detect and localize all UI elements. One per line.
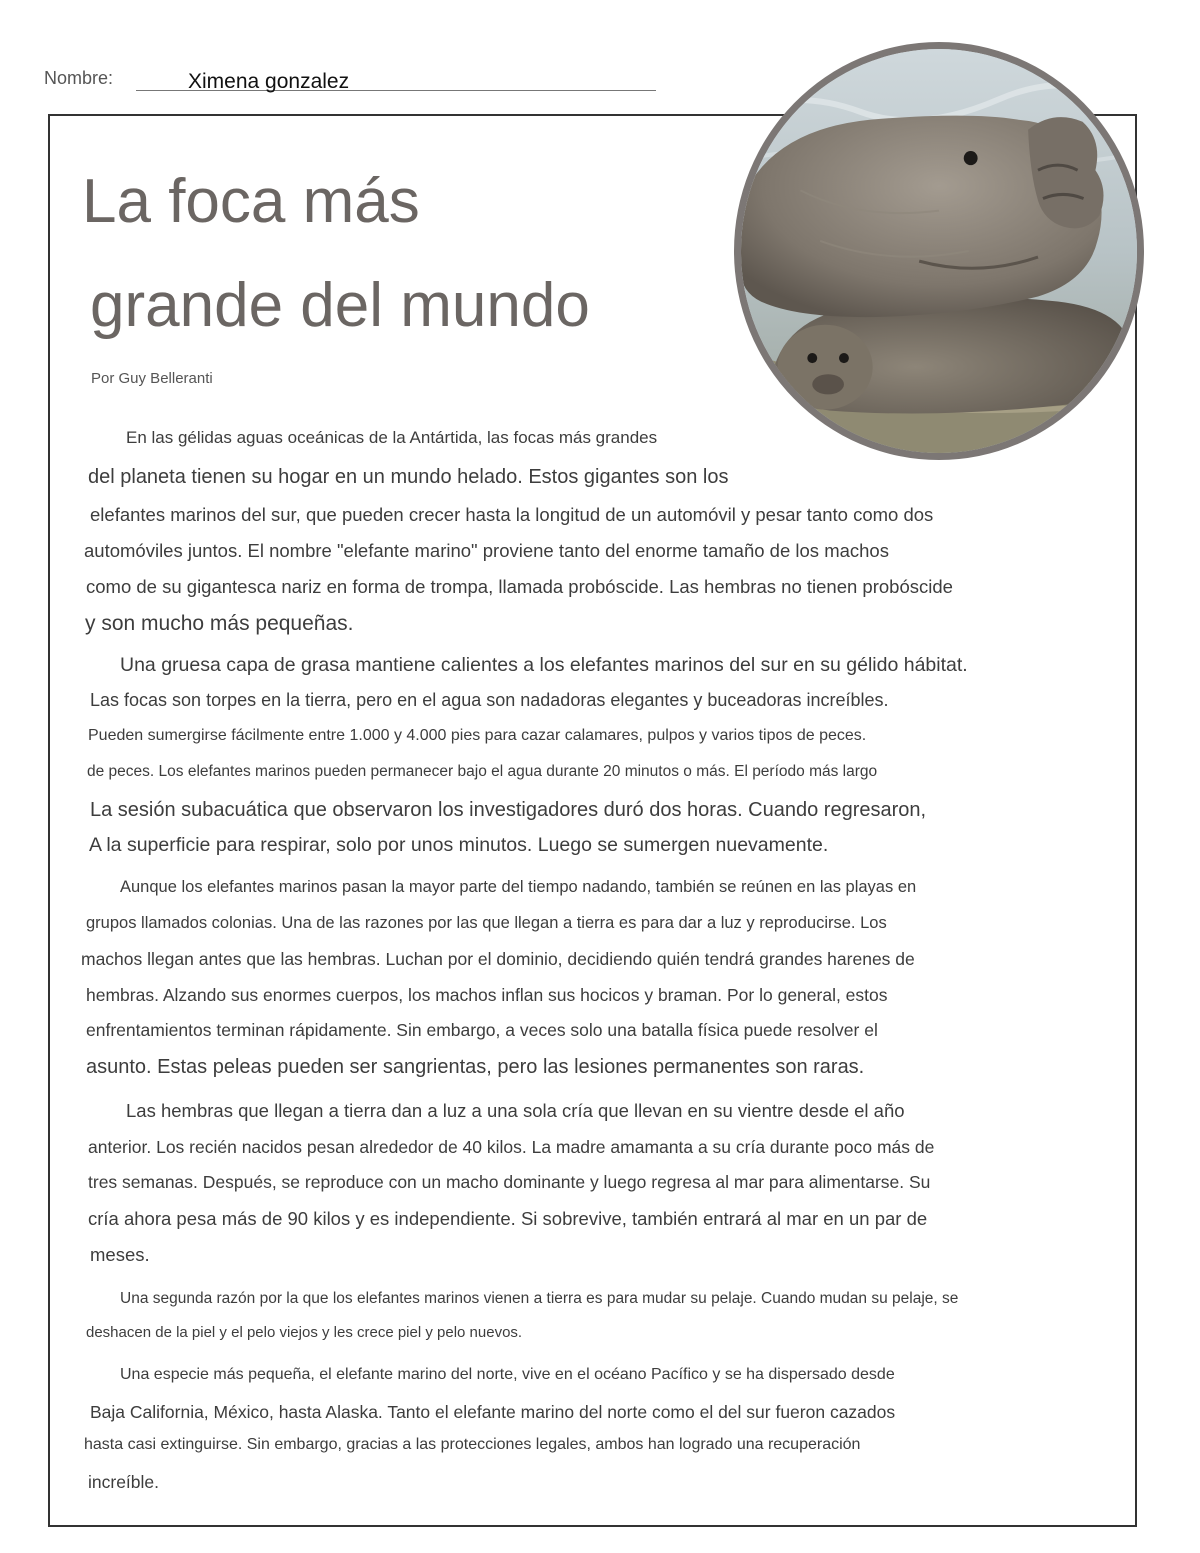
name-value: Ximena gonzalez xyxy=(188,70,350,93)
paragraph-1-line-3: elefantes marinos del sur, que pueden crecer hasta la longitud de un automóvil y pesar tanto como dos xyxy=(90,504,934,525)
title-line-2: grande del mundo xyxy=(90,271,590,340)
name-row xyxy=(44,66,664,96)
paragraph-1-line-1: En las gélidas aguas oceánicas de la Antártida, las focas más grandes xyxy=(126,428,658,447)
paragraph-4-line-2: anterior. Los recién nacidos pesan alrededor de 40 kilos. La madre amamanta a su cría durante poco más de xyxy=(88,1137,935,1157)
paragraph-4-line-3: tres semanas. Después, se reproduce con un macho dominante y luego regresa al mar para alimentarse. Su xyxy=(88,1172,931,1192)
paragraph-2-line-3: Pueden sumergirse fácilmente entre 1.000 y 4.000 pies para cazar calamares, pulpos y varios tipos de peces. xyxy=(88,727,867,744)
paragraph-4-line-4: cría ahora pesa más de 90 kilos y es independiente. Si sobrevive, también entrará al mar en un par de xyxy=(88,1208,928,1229)
paragraph-6-line-2: Baja California, México, hasta Alaska. Tanto el elefante marino del norte como el del sur fueron cazados xyxy=(90,1402,896,1422)
paragraph-2-line-1: Una gruesa capa de grasa mantiene calientes a los elefantes marinos del sur en su gélido hábitat. xyxy=(120,654,968,676)
paragraph-3-line-1: Aunque los elefantes marinos pasan la mayor parte del tiempo nadando, también se reúnen en las playas en xyxy=(120,878,917,896)
paragraph-2-line-2: Las focas son torpes en la tierra, pero en el agua son nadadoras elegantes y buceadoras increíbles. xyxy=(90,690,889,710)
paragraph-3-line-5: enfrentamientos terminan rápidamente. Sin embargo, a veces solo una batalla física puede resolver el xyxy=(86,1020,878,1040)
paragraph-1-line-4: automóviles juntos. El nombre "elefante marino" proviene tanto del enorme tamaño de los machos xyxy=(84,540,889,561)
paragraph-1-line-6: y son mucho más pequeñas. xyxy=(85,612,354,635)
paragraph-3-line-4: hembras. Alzando sus enormes cuerpos, los machos inflan sus hocicos y braman. Por lo general, estos xyxy=(86,985,888,1005)
title-line-1: La foca más xyxy=(82,167,420,236)
paragraph-4-line-1: Las hembras que llegan a tierra dan a luz a una sola cría que llevan en su vientre desde el año xyxy=(126,1100,905,1121)
paragraph-3-line-6: asunto. Estas peleas pueden ser sangrientas, pero las lesiones permanentes son raras. xyxy=(86,1056,865,1078)
paragraph-6-line-4: increíble. xyxy=(88,1472,160,1492)
paragraph-2-line-5: La sesión subacuática que observaron los investigadores duró dos horas. Cuando regresaron, xyxy=(90,799,927,821)
paragraph-6-line-3: hasta casi extinguirse. Sin embargo, gracias a las protecciones legales, ambos han logrado una recuperación xyxy=(84,1436,861,1453)
name-label: Nombre: xyxy=(44,68,114,88)
paragraph-6-line-1: Una especie más pequeña, el elefante marino del norte, vive en el océano Pacífico y se ha dispersado desde xyxy=(120,1366,895,1383)
paragraph-3-line-3: machos llegan antes que las hembras. Luchan por el dominio, decidiendo quién tendrá grandes harenes de xyxy=(81,949,915,969)
paragraph-3-line-2: grupos llamados colonias. Una de las razones por las que llegan a tierra es para dar a luz y reproducirse. Los xyxy=(86,914,887,932)
byline: Por Guy Belleranti xyxy=(91,370,213,387)
paragraph-5-line-2: deshacen de la piel y el pelo viejos y les crece piel y pelo nuevos. xyxy=(86,1324,523,1341)
elephant-seal-photo xyxy=(734,42,1144,460)
elephant-seal-image xyxy=(741,49,1137,453)
article-title xyxy=(82,150,590,358)
paragraph-2-line-6: A la superficie para respirar, solo por unos minutos. Luego se sumergen nuevamente. xyxy=(89,834,829,856)
paragraph-1-line-2: del planeta tienen su hogar en un mundo helado. Estos gigantes son los xyxy=(88,466,729,488)
paragraph-2-line-4: de peces. Los elefantes marinos pueden permanecer bajo el agua durante 20 minutos o más. El período más largo xyxy=(87,763,878,780)
paragraph-1-line-5: como de su gigantesca nariz en forma de trompa, llamada probóscide. Las hembras no tienen probóscide xyxy=(86,576,953,597)
paragraph-5-line-1: Una segunda razón por la que los elefantes marinos vienen a tierra es para mudar su pelaje. Cuando mudan su pelaje, se xyxy=(120,1290,959,1307)
paragraph-4-line-5: meses. xyxy=(90,1244,150,1265)
